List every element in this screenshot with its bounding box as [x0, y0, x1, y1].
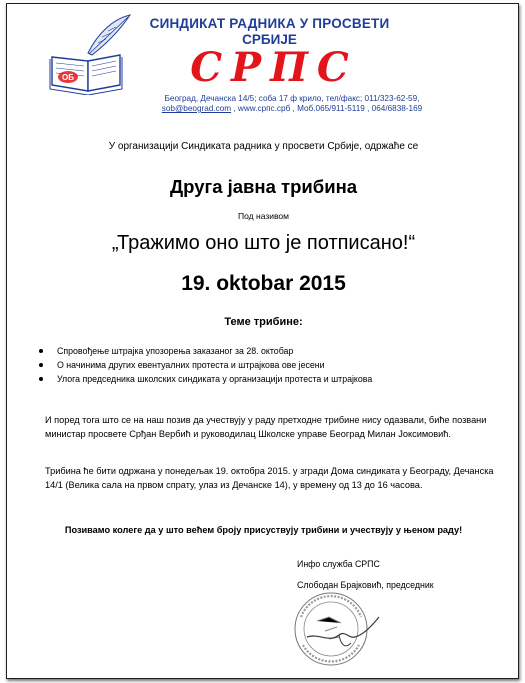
paragraph-guests: И поред тога што се на наш позив да учествују у раду претходне трибине нису одазвали, биће позвани министар просвете Срђан Вербић и руководилац Школске управе Београд Милан Јоксимовић.: [45, 415, 487, 439]
address-line: Београд, Дечанска 14/5; соба 17 ф крило, тел/факс; 011/323-62-59,: [164, 94, 420, 103]
web-phone-text: , www.српс.срб , Моб.065/911-5119 , 064/6838-169: [231, 104, 423, 113]
org-name-line1: СИНДИКАТ РАДНИКА У ПРОСВЕТИ: [149, 16, 390, 31]
signature-president: Слободан Брајковић, председник: [297, 580, 434, 590]
email-link[interactable]: sob@beograd.com: [161, 104, 232, 113]
invitation-text: Позивамо колеге да у што већем броју присуствују трибини и учествују у њеном раду!: [64, 525, 463, 535]
list-item: [37, 372, 507, 386]
bullet-icon: [39, 377, 43, 381]
contact-info: [102, 94, 482, 114]
logo-book-text: ОБ: [62, 73, 74, 82]
event-title: Друга јавна трибина: [169, 176, 358, 197]
theme-text: Спровођење штрајка упозорења заказаног за 28. октобар: [57, 346, 294, 356]
themes-list: [37, 344, 507, 386]
signature-info-service: Инфо служба СРПС: [297, 559, 380, 569]
theme-text: О начинима других евентуалних протеста и штрајкова ове јесени: [57, 360, 325, 370]
bullet-icon: [39, 363, 43, 367]
theme-text: Улога председника школских синдиката у организацији протеста и штрајкова: [57, 374, 373, 384]
event-subtitle: Под називом: [238, 211, 289, 221]
contact-line: [102, 104, 482, 114]
book-and-quill-logo-icon: [48, 13, 133, 95]
event-date: 19. oktobar 2015: [181, 272, 346, 295]
paragraph-venue: Трибина ће бити одржана у понедељак 19. октобра 2015. у згради Дома синдиката у Београду, Дечанска 14/1 (Велика сала на првом спрату, улаз из Дечанске 14), у времену од 13 до 16 часова.: [45, 466, 494, 490]
org-name-line2: СРБИЈЕ: [242, 32, 297, 47]
bullet-icon: [39, 349, 43, 353]
intro-text: У организацији Синдиката радника у просвети Србије, одржаће се: [108, 141, 419, 152]
event-quote: „Тражимо оно што је потписано!“: [111, 232, 416, 254]
list-item: [37, 358, 507, 372]
document-page: [6, 3, 519, 679]
list-item: [37, 344, 507, 358]
round-stamp-icon: [289, 587, 383, 667]
themes-heading: Теме трибине:: [224, 316, 303, 328]
org-acronym: СРПС: [190, 44, 358, 91]
